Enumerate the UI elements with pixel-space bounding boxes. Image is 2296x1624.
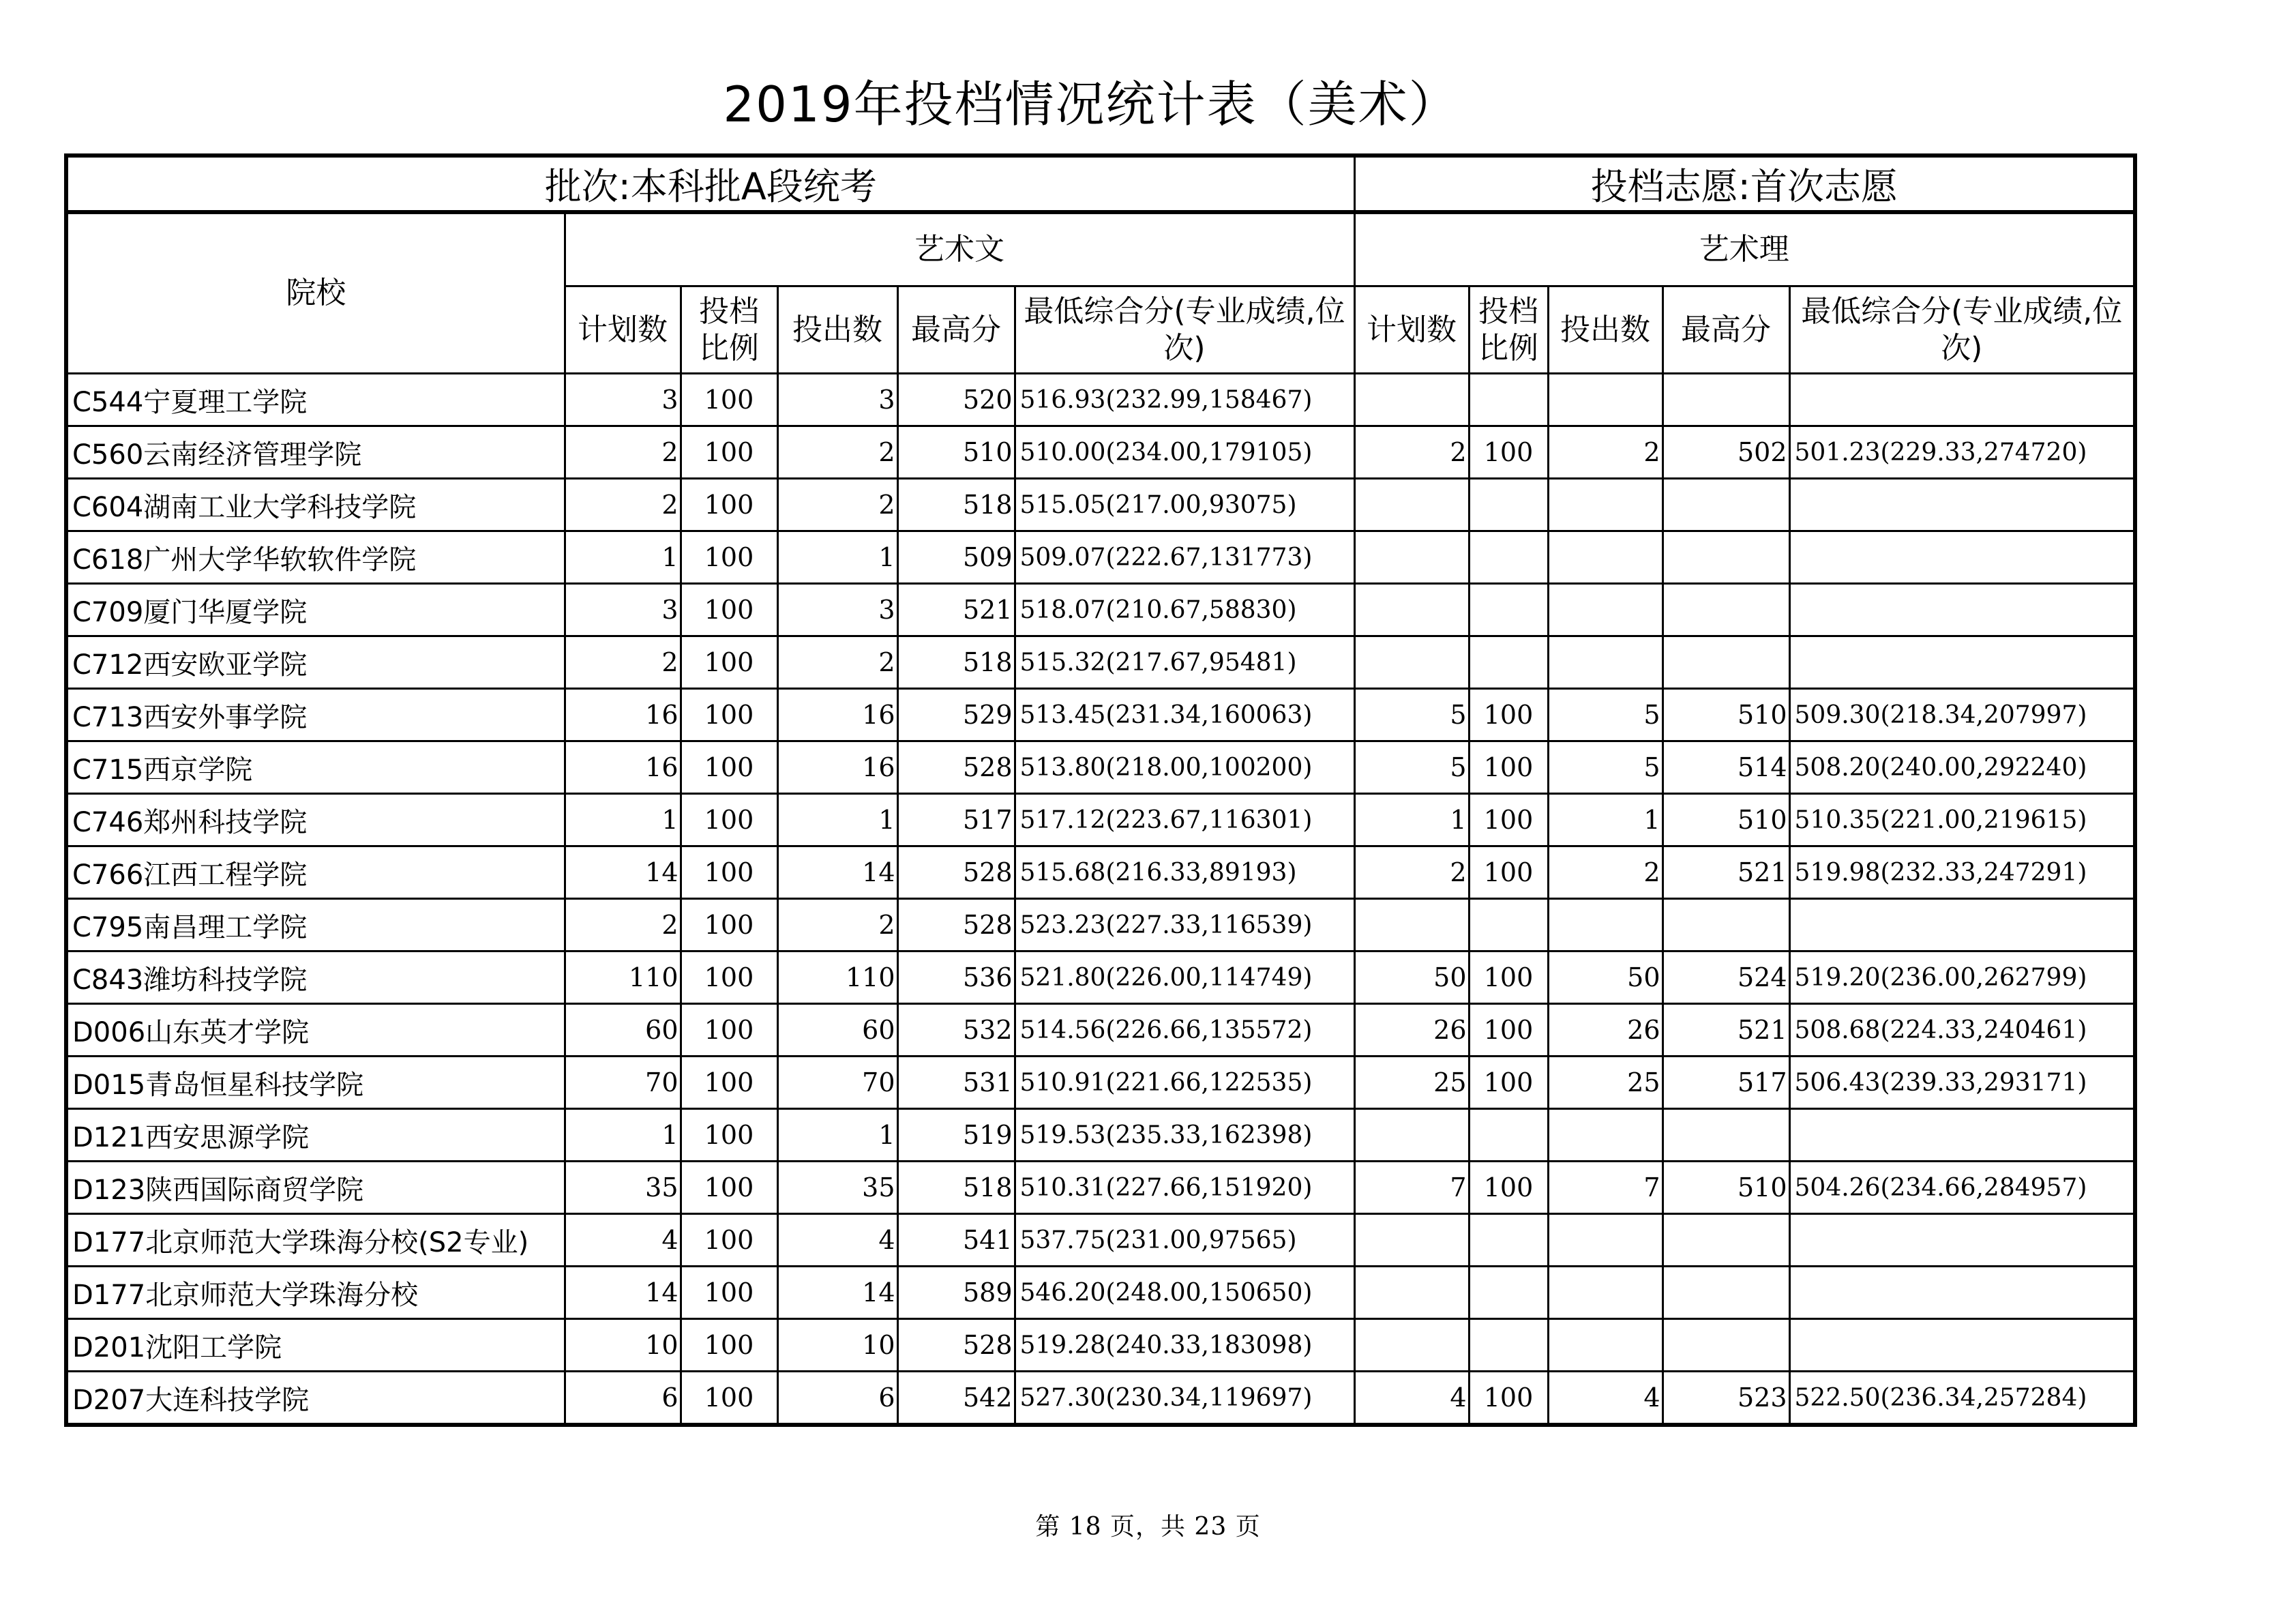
cell-science-highest: 521 xyxy=(1663,1004,1789,1057)
cell-arts-plan: 3 xyxy=(565,374,681,426)
table-row xyxy=(66,374,2135,426)
table-row xyxy=(66,794,2135,846)
header-arts-plan: 计划数 xyxy=(565,286,681,374)
cell-science-ratio xyxy=(1469,584,1548,636)
cell-arts-ratio: 100 xyxy=(681,951,777,1004)
header-arts-highest: 最高分 xyxy=(897,286,1015,374)
cell-science-submitted xyxy=(1548,636,1663,689)
table-row xyxy=(66,846,2135,899)
cell-school: C618广州大学华软软件学院 xyxy=(66,531,565,584)
header-science-ratio xyxy=(1469,286,1548,374)
cell-science-lowest: 506.43(239.33,293171) xyxy=(1789,1057,2135,1109)
cell-science-ratio: 100 xyxy=(1469,426,1548,479)
cell-arts-highest: 589 xyxy=(897,1267,1015,1319)
cell-arts-submitted: 1 xyxy=(777,794,897,846)
cell-science-plan: 25 xyxy=(1354,1057,1469,1109)
cell-arts-submitted: 6 xyxy=(777,1372,897,1426)
table-row xyxy=(66,1109,2135,1162)
cell-arts-plan: 6 xyxy=(565,1372,681,1426)
cell-science-lowest xyxy=(1789,1267,2135,1319)
table-row xyxy=(66,1267,2135,1319)
cell-arts-submitted: 70 xyxy=(777,1057,897,1109)
cell-arts-lowest: 514.56(226.66,135572) xyxy=(1015,1004,1354,1057)
cell-arts-ratio: 100 xyxy=(681,1372,777,1426)
cell-arts-ratio: 100 xyxy=(681,426,777,479)
cell-arts-highest: 536 xyxy=(897,951,1015,1004)
cell-science-highest xyxy=(1663,531,1789,584)
cell-arts-ratio: 100 xyxy=(681,479,777,531)
cell-arts-lowest: 527.30(230.34,119697) xyxy=(1015,1372,1354,1426)
cell-science-ratio: 100 xyxy=(1469,689,1548,741)
cell-arts-lowest: 516.93(232.99,158467) xyxy=(1015,374,1354,426)
table-row xyxy=(66,899,2135,951)
cell-arts-plan: 4 xyxy=(565,1214,681,1267)
cell-science-highest: 510 xyxy=(1663,1162,1789,1214)
cell-arts-lowest: 518.07(210.67,58830) xyxy=(1015,584,1354,636)
cell-school: C560云南经济管理学院 xyxy=(66,426,565,479)
cell-arts-lowest: 523.23(227.33,116539) xyxy=(1015,899,1354,951)
cell-arts-lowest: 519.53(235.33,162398) xyxy=(1015,1109,1354,1162)
cell-science-ratio: 100 xyxy=(1469,1372,1548,1426)
cell-arts-highest: 510 xyxy=(897,426,1015,479)
cell-school: C712西安欧亚学院 xyxy=(66,636,565,689)
cell-science-plan xyxy=(1354,531,1469,584)
table-row xyxy=(66,1372,2135,1426)
cell-arts-lowest: 513.45(231.34,160063) xyxy=(1015,689,1354,741)
cell-science-lowest: 519.20(236.00,262799) xyxy=(1789,951,2135,1004)
cell-arts-lowest: 510.91(221.66,122535) xyxy=(1015,1057,1354,1109)
cell-science-ratio xyxy=(1469,1319,1548,1372)
cell-science-lowest xyxy=(1789,899,2135,951)
cell-arts-ratio: 100 xyxy=(681,741,777,794)
cell-science-highest xyxy=(1663,1319,1789,1372)
cell-arts-lowest: 509.07(222.67,131773) xyxy=(1015,531,1354,584)
cell-arts-ratio: 100 xyxy=(681,584,777,636)
cell-science-submitted xyxy=(1548,374,1663,426)
cell-science-submitted: 50 xyxy=(1548,951,1663,1004)
cell-arts-submitted: 1 xyxy=(777,531,897,584)
cell-arts-lowest: 515.68(216.33,89193) xyxy=(1015,846,1354,899)
cell-science-highest: 502 xyxy=(1663,426,1789,479)
cell-science-ratio: 100 xyxy=(1469,794,1548,846)
cell-arts-ratio: 100 xyxy=(681,636,777,689)
cell-school: C604湖南工业大学科技学院 xyxy=(66,479,565,531)
cell-science-submitted xyxy=(1548,1109,1663,1162)
cell-science-ratio xyxy=(1469,636,1548,689)
cell-science-plan xyxy=(1354,374,1469,426)
cell-arts-plan: 2 xyxy=(565,479,681,531)
cell-arts-highest: 517 xyxy=(897,794,1015,846)
cell-arts-highest: 528 xyxy=(897,1319,1015,1372)
cell-school: D006山东英才学院 xyxy=(66,1004,565,1057)
cell-science-submitted: 2 xyxy=(1548,846,1663,899)
cell-science-highest xyxy=(1663,479,1789,531)
batch-label: 批次:本科批A段统考 xyxy=(66,156,1354,212)
header-arts-submitted: 投出数 xyxy=(777,286,897,374)
cell-arts-submitted: 16 xyxy=(777,689,897,741)
cell-arts-lowest: 513.80(218.00,100200) xyxy=(1015,741,1354,794)
cell-arts-ratio: 100 xyxy=(681,1214,777,1267)
cell-science-lowest xyxy=(1789,1109,2135,1162)
cell-science-submitted: 5 xyxy=(1548,689,1663,741)
cell-arts-submitted: 2 xyxy=(777,899,897,951)
cell-arts-ratio: 100 xyxy=(681,1057,777,1109)
cell-science-submitted: 2 xyxy=(1548,426,1663,479)
header-science-ratio-text: 投档比例 xyxy=(1478,293,1539,366)
cell-science-ratio: 100 xyxy=(1469,1057,1548,1109)
cell-arts-lowest: 510.00(234.00,179105) xyxy=(1015,426,1354,479)
cell-science-highest: 514 xyxy=(1663,741,1789,794)
cell-arts-highest: 531 xyxy=(897,1057,1015,1109)
cell-arts-lowest: 515.05(217.00,93075) xyxy=(1015,479,1354,531)
cell-science-plan: 5 xyxy=(1354,689,1469,741)
cell-science-ratio xyxy=(1469,899,1548,951)
cell-science-ratio: 100 xyxy=(1469,951,1548,1004)
cell-arts-ratio: 100 xyxy=(681,899,777,951)
cell-science-lowest xyxy=(1789,636,2135,689)
table-row xyxy=(66,1004,2135,1057)
cell-science-ratio xyxy=(1469,374,1548,426)
cell-science-ratio: 100 xyxy=(1469,741,1548,794)
cell-science-lowest: 501.23(229.33,274720) xyxy=(1789,426,2135,479)
table-body xyxy=(66,156,2135,1425)
page-title: 2019年投档情况统计表（美术） xyxy=(723,76,1459,133)
cell-science-lowest xyxy=(1789,1319,2135,1372)
cell-arts-plan: 2 xyxy=(565,899,681,951)
cell-arts-submitted: 2 xyxy=(777,479,897,531)
cell-arts-submitted: 35 xyxy=(777,1162,897,1214)
header-science-highest: 最高分 xyxy=(1663,286,1789,374)
table-row xyxy=(66,1214,2135,1267)
cell-science-submitted xyxy=(1548,479,1663,531)
cell-science-highest xyxy=(1663,1267,1789,1319)
cell-science-plan: 1 xyxy=(1354,794,1469,846)
cell-arts-plan: 110 xyxy=(565,951,681,1004)
cell-arts-highest: 520 xyxy=(897,374,1015,426)
cell-arts-submitted: 14 xyxy=(777,846,897,899)
cell-science-submitted xyxy=(1548,1267,1663,1319)
cell-science-ratio: 100 xyxy=(1469,1004,1548,1057)
cell-science-plan: 2 xyxy=(1354,846,1469,899)
cell-science-lowest xyxy=(1789,1214,2135,1267)
header-science-lowest: 最低综合分(专业成绩,位次) xyxy=(1789,286,2135,374)
table-row xyxy=(66,479,2135,531)
table-row xyxy=(66,1057,2135,1109)
cell-school: C766江西工程学院 xyxy=(66,846,565,899)
header-group-science: 艺术理 xyxy=(1354,212,2135,286)
cell-science-ratio: 100 xyxy=(1469,846,1548,899)
table-row xyxy=(66,636,2135,689)
page-footer: 第 18 页，共 23 页 xyxy=(1035,1513,1261,1541)
cell-arts-plan: 1 xyxy=(565,531,681,584)
cell-science-submitted: 4 xyxy=(1548,1372,1663,1426)
cell-arts-highest: 542 xyxy=(897,1372,1015,1426)
cell-science-submitted: 25 xyxy=(1548,1057,1663,1109)
cell-arts-plan: 2 xyxy=(565,426,681,479)
cell-science-ratio xyxy=(1469,1214,1548,1267)
cell-arts-plan: 1 xyxy=(565,794,681,846)
cell-arts-ratio: 100 xyxy=(681,1319,777,1372)
table-row xyxy=(66,951,2135,1004)
cell-science-ratio xyxy=(1469,479,1548,531)
cell-arts-lowest: 546.20(248.00,150650) xyxy=(1015,1267,1354,1319)
cell-school: C715西京学院 xyxy=(66,741,565,794)
cell-school: D015青岛恒星科技学院 xyxy=(66,1057,565,1109)
cell-arts-ratio: 100 xyxy=(681,846,777,899)
cell-science-highest: 510 xyxy=(1663,689,1789,741)
cell-science-submitted xyxy=(1548,584,1663,636)
cell-science-plan: 50 xyxy=(1354,951,1469,1004)
cell-arts-highest: 528 xyxy=(897,899,1015,951)
cell-arts-lowest: 519.28(240.33,183098) xyxy=(1015,1319,1354,1372)
cell-science-plan xyxy=(1354,479,1469,531)
cell-science-lowest xyxy=(1789,531,2135,584)
cell-science-lowest: 519.98(232.33,247291) xyxy=(1789,846,2135,899)
cell-arts-plan: 10 xyxy=(565,1319,681,1372)
cell-arts-plan: 35 xyxy=(565,1162,681,1214)
cell-science-plan xyxy=(1354,1109,1469,1162)
cell-arts-plan: 1 xyxy=(565,1109,681,1162)
cell-arts-ratio: 100 xyxy=(681,794,777,846)
cell-arts-plan: 60 xyxy=(565,1004,681,1057)
cell-arts-plan: 70 xyxy=(565,1057,681,1109)
cell-science-highest: 517 xyxy=(1663,1057,1789,1109)
cell-science-highest xyxy=(1663,1109,1789,1162)
cell-science-submitted xyxy=(1548,531,1663,584)
cell-science-plan xyxy=(1354,584,1469,636)
cell-arts-ratio: 100 xyxy=(681,689,777,741)
cell-science-submitted: 26 xyxy=(1548,1004,1663,1057)
cell-arts-ratio: 100 xyxy=(681,1004,777,1057)
cell-arts-highest: 532 xyxy=(897,1004,1015,1057)
cell-arts-submitted: 14 xyxy=(777,1267,897,1319)
cell-science-plan xyxy=(1354,636,1469,689)
cell-school: C544宁夏理工学院 xyxy=(66,374,565,426)
cell-school: C843潍坊科技学院 xyxy=(66,951,565,1004)
cell-arts-highest: 509 xyxy=(897,531,1015,584)
cell-science-highest: 521 xyxy=(1663,846,1789,899)
cell-arts-ratio: 100 xyxy=(681,1109,777,1162)
table-row xyxy=(66,426,2135,479)
cell-science-submitted xyxy=(1548,1319,1663,1372)
cell-arts-submitted: 3 xyxy=(777,584,897,636)
cell-school: D201沈阳工学院 xyxy=(66,1319,565,1372)
table-row xyxy=(66,689,2135,741)
cell-school: C709厦门华厦学院 xyxy=(66,584,565,636)
cell-arts-plan: 2 xyxy=(565,636,681,689)
header-arts-ratio xyxy=(681,286,777,374)
cell-science-lowest xyxy=(1789,479,2135,531)
cell-arts-ratio: 100 xyxy=(681,531,777,584)
header-group-arts: 艺术文 xyxy=(565,212,1354,286)
cell-arts-lowest: 517.12(223.67,116301) xyxy=(1015,794,1354,846)
cell-science-lowest: 508.20(240.00,292240) xyxy=(1789,741,2135,794)
cell-school: D121西安思源学院 xyxy=(66,1109,565,1162)
cell-science-lowest xyxy=(1789,374,2135,426)
cell-arts-highest: 518 xyxy=(897,636,1015,689)
cell-science-highest xyxy=(1663,1214,1789,1267)
cell-arts-plan: 16 xyxy=(565,689,681,741)
cell-arts-submitted: 4 xyxy=(777,1214,897,1267)
header-school: 院校 xyxy=(66,212,565,374)
cell-science-lowest: 508.68(224.33,240461) xyxy=(1789,1004,2135,1057)
cell-arts-submitted: 10 xyxy=(777,1319,897,1372)
cell-arts-highest: 529 xyxy=(897,689,1015,741)
cell-science-ratio xyxy=(1469,1109,1548,1162)
admission-table xyxy=(64,153,2137,1427)
cell-arts-submitted: 3 xyxy=(777,374,897,426)
cell-science-plan: 2 xyxy=(1354,426,1469,479)
cell-school: D123陕西国际商贸学院 xyxy=(66,1162,565,1214)
cell-school: C795南昌理工学院 xyxy=(66,899,565,951)
cell-arts-highest: 518 xyxy=(897,479,1015,531)
cell-arts-submitted: 2 xyxy=(777,636,897,689)
cell-science-plan: 26 xyxy=(1354,1004,1469,1057)
cell-school: D177北京师范大学珠海分校(S2专业) xyxy=(66,1214,565,1267)
cell-arts-highest: 518 xyxy=(897,1162,1015,1214)
cell-science-highest xyxy=(1663,374,1789,426)
cell-arts-plan: 14 xyxy=(565,1267,681,1319)
header-science-plan: 计划数 xyxy=(1354,286,1469,374)
header-arts-ratio-text: 投档比例 xyxy=(699,293,759,366)
cell-science-submitted: 1 xyxy=(1548,794,1663,846)
cell-science-submitted: 7 xyxy=(1548,1162,1663,1214)
cell-arts-highest: 528 xyxy=(897,846,1015,899)
cell-science-highest xyxy=(1663,584,1789,636)
cell-arts-ratio: 100 xyxy=(681,1162,777,1214)
cell-science-plan xyxy=(1354,1267,1469,1319)
cell-science-lowest: 509.30(218.34,207997) xyxy=(1789,689,2135,741)
cell-science-lowest xyxy=(1789,584,2135,636)
cell-arts-plan: 14 xyxy=(565,846,681,899)
cell-science-plan xyxy=(1354,1319,1469,1372)
cell-school: C713西安外事学院 xyxy=(66,689,565,741)
cell-arts-submitted: 60 xyxy=(777,1004,897,1057)
volunteer-label: 投档志愿:首次志愿 xyxy=(1354,156,2135,212)
cell-school: D177北京师范大学珠海分校 xyxy=(66,1267,565,1319)
cell-arts-lowest: 521.80(226.00,114749) xyxy=(1015,951,1354,1004)
table-row xyxy=(66,584,2135,636)
cell-arts-submitted: 16 xyxy=(777,741,897,794)
cell-science-submitted xyxy=(1548,1214,1663,1267)
cell-science-ratio: 100 xyxy=(1469,1162,1548,1214)
cell-science-plan: 7 xyxy=(1354,1162,1469,1214)
table-row xyxy=(66,1162,2135,1214)
cell-science-plan xyxy=(1354,1214,1469,1267)
cell-science-lowest: 510.35(221.00,219615) xyxy=(1789,794,2135,846)
cell-science-submitted xyxy=(1548,899,1663,951)
cell-science-ratio xyxy=(1469,1267,1548,1319)
cell-science-highest xyxy=(1663,636,1789,689)
cell-arts-submitted: 1 xyxy=(777,1109,897,1162)
cell-science-lowest: 504.26(234.66,284957) xyxy=(1789,1162,2135,1214)
cell-arts-plan: 3 xyxy=(565,584,681,636)
cell-arts-highest: 521 xyxy=(897,584,1015,636)
cell-science-plan: 5 xyxy=(1354,741,1469,794)
cell-arts-highest: 541 xyxy=(897,1214,1015,1267)
table-row xyxy=(66,531,2135,584)
banner-row xyxy=(66,156,2135,212)
cell-science-plan xyxy=(1354,899,1469,951)
cell-arts-ratio: 100 xyxy=(681,1267,777,1319)
cell-arts-lowest: 537.75(231.00,97565) xyxy=(1015,1214,1354,1267)
header-row-groups xyxy=(66,212,2135,286)
cell-science-plan: 4 xyxy=(1354,1372,1469,1426)
cell-school: C746郑州科技学院 xyxy=(66,794,565,846)
cell-science-lowest: 522.50(236.34,257284) xyxy=(1789,1372,2135,1426)
cell-science-highest xyxy=(1663,899,1789,951)
table-row xyxy=(66,1319,2135,1372)
cell-science-submitted: 5 xyxy=(1548,741,1663,794)
cell-arts-plan: 16 xyxy=(565,741,681,794)
header-science-submitted: 投出数 xyxy=(1548,286,1663,374)
table-row xyxy=(66,741,2135,794)
cell-science-highest: 510 xyxy=(1663,794,1789,846)
cell-arts-highest: 528 xyxy=(897,741,1015,794)
cell-arts-submitted: 110 xyxy=(777,951,897,1004)
cell-science-ratio xyxy=(1469,531,1548,584)
cell-arts-highest: 519 xyxy=(897,1109,1015,1162)
cell-science-highest: 524 xyxy=(1663,951,1789,1004)
cell-school: D207大连科技学院 xyxy=(66,1372,565,1426)
header-arts-lowest: 最低综合分(专业成绩,位次) xyxy=(1015,286,1354,374)
cell-arts-ratio: 100 xyxy=(681,374,777,426)
cell-science-highest: 523 xyxy=(1663,1372,1789,1426)
cell-arts-lowest: 515.32(217.67,95481) xyxy=(1015,636,1354,689)
cell-arts-submitted: 2 xyxy=(777,426,897,479)
cell-arts-lowest: 510.31(227.66,151920) xyxy=(1015,1162,1354,1214)
